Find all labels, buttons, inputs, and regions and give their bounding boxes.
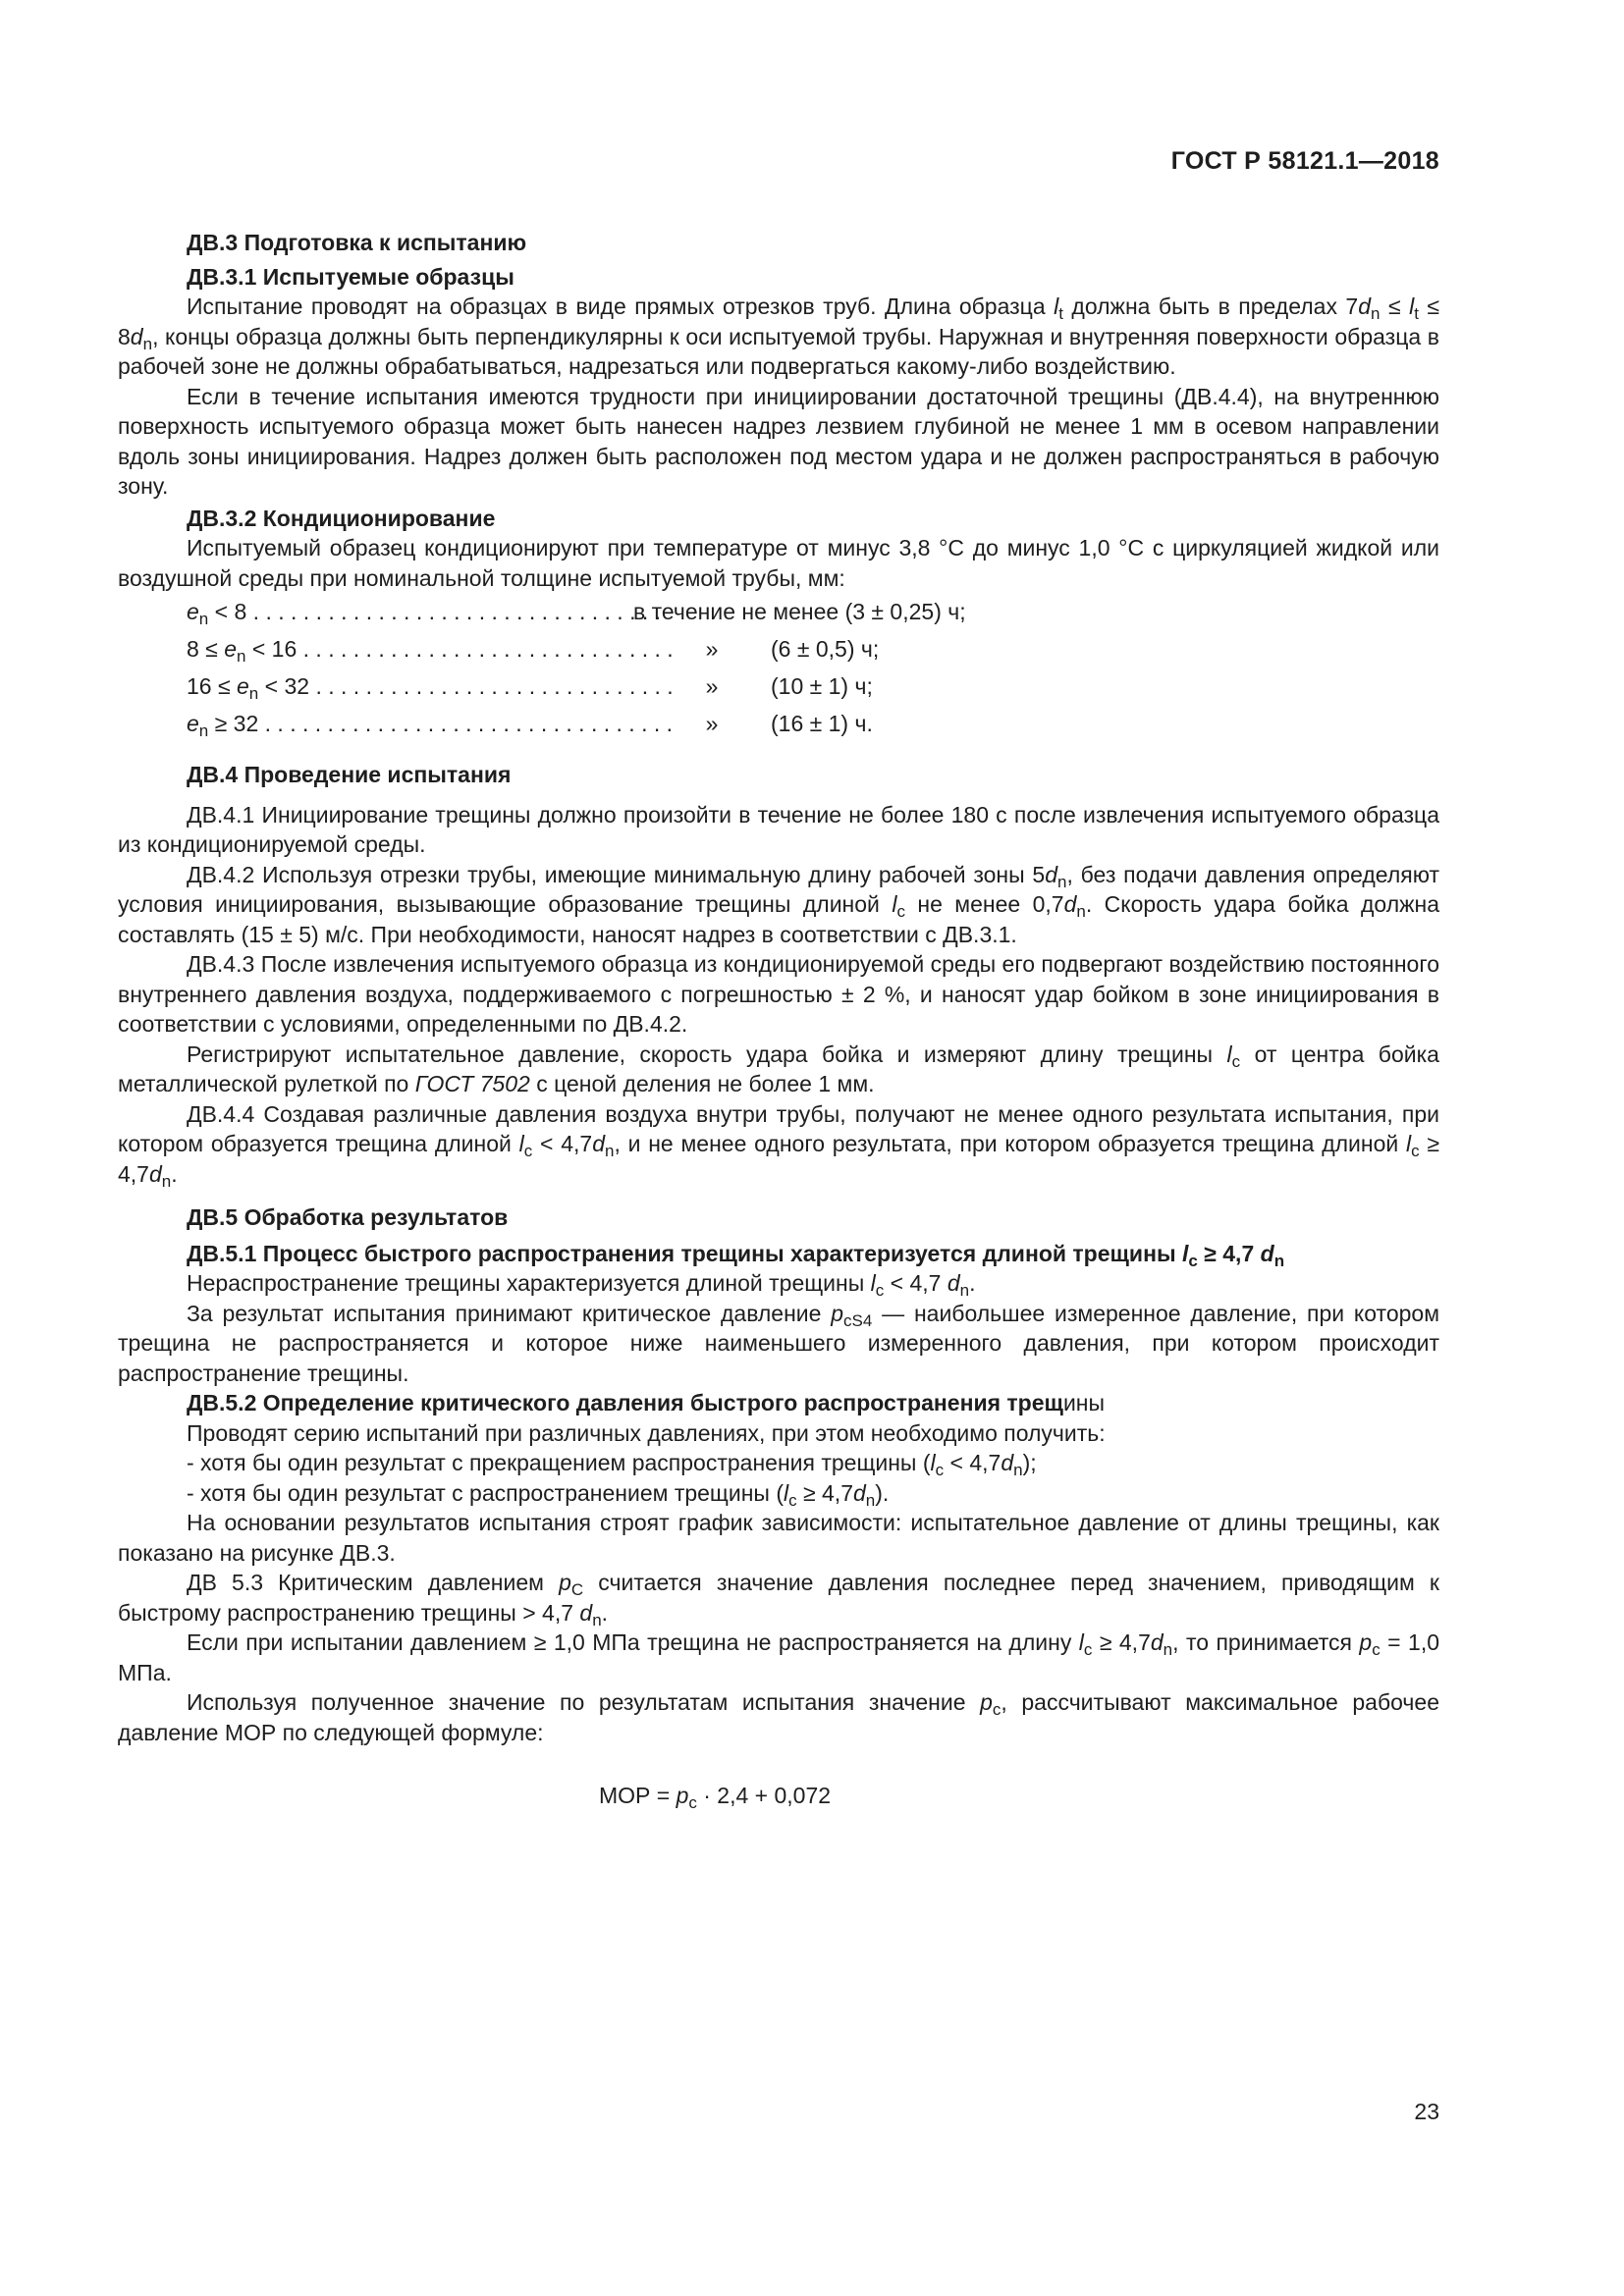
paragraph-series: Проводят серию испытаний при различных давлениях, при этом необходимо получить: [187,1419,1106,1446]
list-item: - хотя бы один результат с прекращением распространения трещины $(l_c < 4,7d_n)$; [187,1450,1037,1479]
conditioning-row: $16 \le e_n < 32$ . . . . . . . . . . . . . . . . . . . . . . . . . . . . . » (10 ± 1) ч; [187,673,873,702]
paragraph-db4-3: ДВ.4.3 После извлечения испытуемого образца из кондиционируемой среды его подвергают воздействию постоянного внутреннего давления воздуха, поддерживаемого с погрешностью ± 2 %, и наносят удар бойком в зоне инициирования в соответствии с условиями, определенными по ДВ.4.2. [118,951,1439,1037]
document-body [118,228,1439,1811]
paragraph-db4-1: ДВ.4.1 Инициирование трещины должно произойти в течение не более 180 с после извлечения испытуемого образца из кондиционируемой среды. [118,801,1439,857]
paragraph-register: Регистрируют испытательное давление, скорость удара бойка и измеряют длину трещины $l_c$ от центра бойка металлической рулеткой по ГОСТ 7502 с ценой деления не более 1 мм. [118,1041,1439,1096]
subsection-heading-db3-1: ДВ.3.1 Испытуемые образцы [187,263,514,290]
paragraph-nonpropagation: Нераспространение трещины характеризуется длиной трещины $l_c < 4,7$ $d_n$. [187,1270,976,1300]
paragraph-mop-intro: Используя полученное значение по результатам испытания значение $p_c$, рассчитывают максимальное рабочее давление МОР по следующей формуле: [118,1689,1439,1745]
conditioning-row: $8 \le e_n < 16$ . . . . . . . . . . . . . . . . . . . . . . . . . . . . . . » (6 ± 0,5) ч; [187,636,880,665]
paragraph-conditioning: Испытуемый образец кондиционируют при температуре от минус 3,8 °С до минус 1,0 °С с циркуляцией жидкой или воздушной среды при номинальной толщине испытуемой трубы, мм: [118,535,1439,591]
conditioning-row: $e_n \ge 32$ . . . . . . . . . . . . . . . . . . . . . . . . . . . . . . . . . » (16 ± 1) ч. [187,711,873,739]
paragraph-db5-3: ДВ 5.3 Критическим давлением $p_C$ считается значение давления последнее перед значением, приводящим к быстрому распространению трещины > 4,7 $d_n$. [118,1570,1439,1629]
conditioning-row: $e_n < 8$ . . . . . . . . . . . . . . . . . . . . . . . . . . . . . . . . . в течение не менее (3 ± 0,25) ч; [187,599,966,627]
document-code: ГОСТ Р 58121.1—2018 [1170,147,1439,175]
paragraph-db4-4: ДВ.4.4 Создавая различные давления воздуха внутри трубы, получают не менее одного результата испытания, при котором образуется трещина длиной $l_c < 4,7d_n$, и не менее одного результата, при котором образуется трещина длиной $l_c \ge 4,7d_n$. [118,1100,1439,1191]
section-heading-db4: ДВ.4 Проведение испытания [187,762,512,787]
paragraph-db4-2: ДВ.4.2 Используя отрезки трубы, имеющие минимальную длину рабочей зоны $5d_n$, без подачи давления определяют условия инициирования, вызывающие образование трещины длиной $l_c$ не менее $0,7d_n$. Скорость удара бойка должна составлять (15 ± 5) м/с. При необходимости, наносят надрез в соответствии с ДВ.3.1. [118,861,1439,947]
section-heading-db3: ДВ.3 Подготовка к испытанию [187,230,527,255]
paragraph-samples: Испытание проводят на образцах в виде прямых отрезков труб. Длина образца $l_t$ должна быть в пределах $7d_n \le l_t \le 8d_n$, концы образца должны быть перпендикулярны к оси испытуемой трубы. Наружная и внутренняя поверхности образца в рабочей зоне не должны обрабатываться, надрезаться или подвергаться какому-либо воздействию. [118,294,1440,379]
paragraph-graph: На основании результатов испытания строят график зависимости: испытательное давление от длины трещины, как показано на рисунке ДВ.3. [118,1510,1439,1566]
subsection-heading-db3-2: ДВ.3.2 Кондиционирование [187,505,496,531]
subsection-heading-db5-1: ДВ.5.1 Процесс быстрого распространения трещины характеризуется длиной трещины $l_c \ge 4,7$ $d_n$ [187,1240,1285,1270]
paragraph-high-pressure: Если при испытании давлением ≥ 1,0 МПа трещина не распространяется на длину $l_c \ge 4,7d_n$, то принимается $p_c = 1,0$ МПа. [118,1629,1439,1685]
conditioning-list [187,597,1439,746]
section-heading-db5: ДВ.5 Обработка результатов [187,1204,509,1230]
subsection-heading-db5-2: ДВ.5.2 Определение критического давления быстрого распространения трещины [187,1390,1106,1415]
gost-reference: ГОСТ 7502 [414,1071,530,1096]
paragraph-critical-pressure: За результат испытания принимают критическое давление $p_{cS4}$ — наибольшее измеренное давление, при котором трещина не распространяется и которое ниже наименьшего измеренного давления, при котором происходит распространение трещины. [118,1300,1440,1386]
list-item: - хотя бы один результат с распространением трещины $(l_c \ge 4,7d_n)$. [187,1479,890,1510]
mop-formula: МОР = $p_c \cdot 2,4 + 0,072$ [598,1783,832,1812]
paragraph-notch: Если в течение испытания имеются трудности при инициировании достаточной трещины (ДВ.4.4), на внутреннюю поверхность испытуемого образца может быть нанесен надрез лезвием глубиной не менее 1 мм в осевом направлении вдоль зоны инициирования. Надрез должен быть расположен под местом удара и не должен распространяться в рабочую зону. [118,383,1439,499]
page-number: 23 [1414,2099,1439,2124]
